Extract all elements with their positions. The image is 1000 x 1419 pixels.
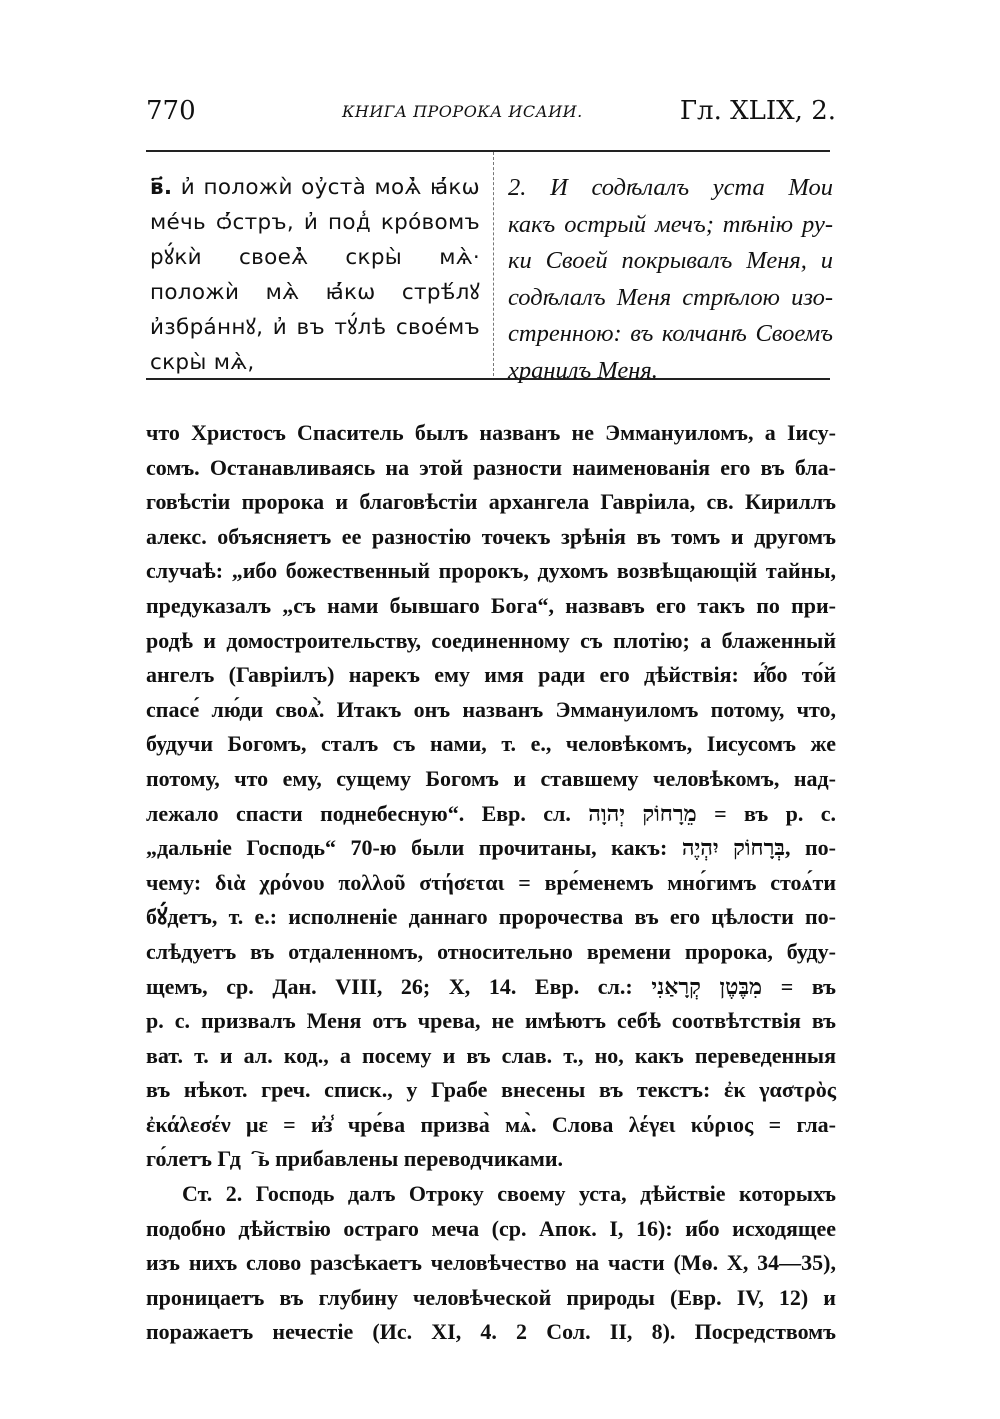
commentary-line: чему: διὰ χρόνου πολλοῦ στήσεται = вре́менемъ мно́гимъ стоѧ́ти — [146, 869, 836, 895]
commentary-line: предуказалъ „съ нами бывшаго Бога“, назвавъ его такъ по при- — [146, 592, 836, 618]
column-divider — [493, 152, 494, 376]
commentary-text — [146, 416, 836, 1350]
commentary-paragraph-start: Ст. 2. Господь далъ Отроку своему уста, дѣйствіе которыхъ — [182, 1181, 836, 1207]
running-title: КНИГА ПРОРОКА ИСАИИ. — [342, 102, 583, 121]
commentary-line: бꙋ́детъ, т. е.: исполненіе даннаго пророчества въ его цѣлости по- — [146, 904, 836, 930]
page-header — [146, 96, 836, 136]
russian-line: стренною: въ колчанѣ Своемъ — [508, 320, 833, 347]
russian-line: содѣлалъ Меня стрѣлою изо- — [508, 283, 833, 311]
commentary-line: поражаетъ нечестіе (Ис. XI, 4. 2 Сол. II, 8). Посредствомъ — [146, 1319, 836, 1345]
slavonic-line: въ тꙋ́лѣ свое́мъ скры̀ мѧ̀, — [150, 315, 480, 375]
commentary-line: ват. т. и ал. код., а посему и въ слав. т., но, какъ переведенныя — [146, 1042, 836, 1068]
commentary-line: го́летъ Гдⷭ҇ь прибавлены переводчиками. — [146, 1146, 564, 1172]
commentary-line: родѣ и домостроительству, соединенному съ плотію; а блаженный — [146, 627, 836, 653]
commentary-line: лежало спасти поднебесную“. Евр. сл. מֵרָחוֹק יְהוָה = въ р. с. — [146, 800, 836, 826]
commentary-line: „дальніе Господь“ 70-ю были прочитаны, какъ: בְּרָחוֹק יִהְיֶה, по- — [146, 835, 836, 861]
commentary-line: проницаетъ въ глубину человѣческой природы (Евр. IV, 12) и — [146, 1284, 836, 1310]
commentary-line: слѣдуетъ въ отдаленномъ, относительно времени пророка, буду- — [146, 938, 836, 964]
slavonic-text-column — [150, 170, 480, 380]
commentary-line: говѣстіи пророка и благовѣстіи архангела Гавріила, св. Кириллъ — [146, 489, 836, 515]
top-rule — [146, 150, 830, 152]
slavonic-verse-number: в҃. — [150, 175, 173, 200]
russian-line: хранилъ Меня. — [508, 356, 658, 384]
russian-translation-column — [508, 170, 833, 389]
russian-line: 2. И содѣлалъ уста Мои — [508, 174, 833, 201]
commentary-line: что Христосъ Спаситель былъ названъ не Эммануиломъ, а Іису- — [146, 420, 836, 445]
chapter-reference: Гл. XLIX, 2. — [679, 96, 836, 126]
commentary-line: подобно дѣйствію остраго меча (ср. Апок. I, 16): ибо исходящее — [146, 1215, 836, 1241]
commentary-line: потому, что ему, сущему Богомъ и ставшему человѣкомъ, над- — [146, 765, 836, 791]
slavonic-line: мѧ̀ ꙗ҆́кѡ стрѣ́лꙋ и҆збра́ннꙋ, и҆ — [150, 280, 480, 340]
commentary-line: щемъ, ср. Дан. VIII, 26; X, 14. Евр. сл.: מִבֶּטֶן קְרָאַנִי = въ — [146, 973, 836, 999]
commentary-line: сомъ. Останавливаясь на этой разности наименованія его въ бла- — [146, 454, 836, 480]
commentary-line: случаѣ: „ибо божественный пророкъ, духомъ возвѣщающій тайны, — [146, 558, 836, 584]
commentary-line: ἐκάλεσέν με = и҆з̾ чре́ва призва̀ мѧ̀. Слова λέγει κύριος = гла- — [146, 1111, 836, 1137]
commentary-line: изъ нихъ слово разсѣкаетъ человѣчество на части (Мѳ. X, 34—35), — [146, 1250, 836, 1276]
commentary-line: въ нѣкот. греч. списк., у Грабе внесены въ текстъ: ἐκ γαστρὸς — [146, 1077, 836, 1103]
commentary-line: будучи Богомъ, сталъ съ нами, т. е., человѣкомъ, Іисусомъ же — [146, 731, 836, 757]
page-number: 770 — [146, 96, 196, 126]
slavonic-line: ме́чь ѻ҆́стръ, и҆ под̾ кро́вомъ — [150, 210, 480, 235]
slavonic-line: рꙋ́кѝ своеѧ҆̀ скры̀ мѧ̀· положѝ — [150, 245, 480, 305]
russian-line: ки Своей покрывалъ Меня, и — [508, 247, 833, 274]
slavonic-line: и҆ положѝ оу҆ста̀ моѧ҆̀ ꙗ҆́кѡ — [180, 175, 480, 200]
russian-line: какъ острый мечъ; тѣнію ру- — [508, 210, 833, 238]
commentary-line: алекс. объясняетъ ее разностію точекъ зрѣнія въ томъ и другомъ — [146, 523, 836, 549]
commentary-line: ангелъ (Гавріилъ) нарекъ ему имя ради его дѣйствія: и҆́бо то́й — [146, 662, 836, 688]
commentary-line: спасе́ лю́ди своѧ҆̀. Итакъ онъ названъ Эммануиломъ потому, что, — [146, 696, 836, 722]
commentary-line: р. с. призвалъ Меня отъ чрева, не имѣютъ себѣ соотвѣтствія въ — [146, 1008, 836, 1034]
